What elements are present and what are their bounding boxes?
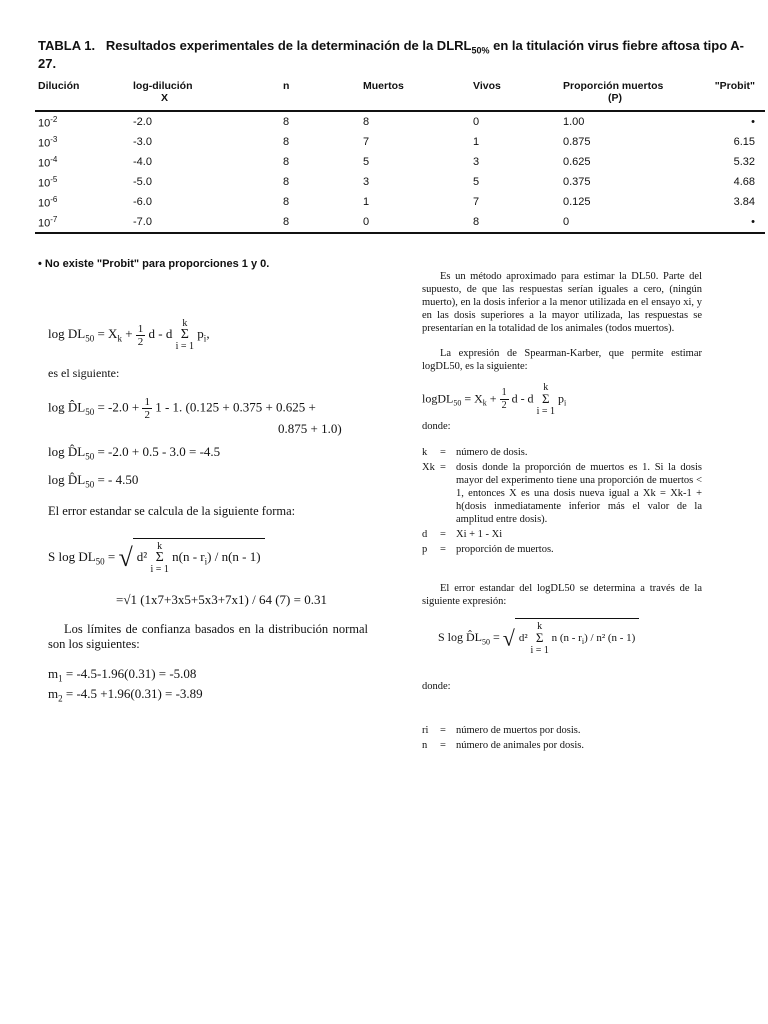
se-intro-right: El error estandar del logDL50 se determina a través de la siguiente expresión: — [422, 583, 702, 607]
proportion-cell: 0.125 — [563, 196, 591, 208]
definition-item: n = número de animales por dosis. — [422, 740, 585, 751]
title-text: Resultados experimentales de la determinación de la DLRL — [105, 38, 472, 53]
n-cell: 8 — [283, 176, 290, 188]
col-probit: "Probit" — [698, 78, 765, 111]
definition-item: Xk = dosis donde la proporción de muertos es 1. Si la dosis mayor del experimento tiene una proporción de muertos < 1, entonces X es una dosis nueva igual a Xk = Xk-1 + h(dosis inmediatamente inferior más el valor de la amplitud entre dosis). — [422, 462, 702, 525]
table-row — [35, 132, 765, 152]
title-subscript: 50% — [471, 45, 490, 56]
definitions-list-2 — [422, 724, 702, 754]
muertos-cell: 8 — [363, 116, 370, 128]
table-footnote: • No existe "Probit" para proporciones 1 y 0. — [38, 258, 270, 270]
definition-item: k = número de dosis. — [422, 447, 528, 458]
table-row — [35, 192, 765, 212]
n-cell: 8 — [283, 212, 363, 233]
proportion-cell: 0.875 — [563, 136, 591, 148]
intro-text: es el siguiente: — [48, 366, 120, 380]
results-table — [35, 78, 765, 234]
proportion-cell: 0 — [563, 212, 698, 233]
col-proporcion: Proporción muertos (P) — [563, 78, 698, 111]
probit-cell: 6.15 — [733, 136, 755, 148]
vivos-cell: 7 — [473, 196, 480, 208]
se-value: =√1 (1x7+3x5+5x3+7x1) / 64 (7) = 0.31 — [116, 592, 327, 607]
proportion-cell: 0.625 — [563, 156, 591, 168]
n-cell: 8 — [283, 156, 290, 168]
donde-label-1: donde: — [422, 421, 451, 432]
vivos-cell: 5 — [473, 176, 480, 188]
vivos-cell: 8 — [473, 212, 563, 233]
donde-label-2: donde: — [422, 681, 451, 692]
vivos-cell: 3 — [473, 156, 480, 168]
n-cell: 8 — [283, 196, 290, 208]
vivos-cell: 1 — [473, 136, 480, 148]
table-row — [35, 111, 765, 132]
table-row — [35, 172, 765, 192]
definition-item: d = Xi + 1 - Xi — [422, 529, 503, 540]
vivos-cell: 0 — [473, 116, 480, 128]
log-dilution-cell: -2.0 — [133, 116, 152, 128]
log-dilution-cell: -7.0 — [133, 212, 283, 233]
table-number: TABLA 1. — [38, 38, 96, 53]
definitions-list — [422, 446, 702, 558]
muertos-cell: 7 — [363, 136, 370, 148]
col-log-dilucion: log-dilución X — [133, 78, 283, 111]
log-dilution-cell: -4.0 — [133, 156, 152, 168]
n-cell: 8 — [283, 116, 290, 128]
dilution-cell: $10^{-3}$ — [38, 134, 58, 150]
limit-m2: $m_2 = -4.5 +1.96(0.31) = -3.89$ — [48, 686, 203, 704]
n-cell: 8 — [283, 136, 290, 148]
col-vivos: Vivos — [473, 78, 563, 111]
dilution-cell: $10^{-5}$ — [38, 174, 58, 190]
log-dilution-cell: -3.0 — [133, 136, 152, 148]
table-row — [35, 212, 765, 233]
limit-m1: $m_1 = -4.5-1.96(0.31) = -5.08$ — [48, 666, 197, 684]
se-formula-left: S $\log DL_{50}$ = √ d² k Σ i = 1 $n(n - r_i) / n(n - 1)$ — [48, 538, 265, 575]
muertos-cell: 0 — [363, 212, 473, 233]
dilution-cell: $10^{-7}$ — [35, 212, 133, 233]
probit-cell: • — [751, 116, 755, 128]
spearman-karber-intro: La expresión de Spearman-Karber, que permite estimar logDL50, es la siguiente: — [422, 348, 702, 372]
muertos-cell: 3 — [363, 176, 370, 188]
probit-cell: 3.84 — [733, 196, 755, 208]
calc-step-3: $\log D̂L_{50}$ = - 4.50 — [48, 472, 139, 490]
calc-step-2: $\log D̂L_{50} = -2.0 + 0.5 - 3.0 = -4.5$ — [48, 444, 221, 462]
probit-cell: 5.32 — [733, 156, 755, 168]
proportion-cell: 1.00 — [563, 116, 585, 128]
table-header-row — [35, 78, 765, 111]
definition-item: p = proporción de muertos. — [422, 544, 554, 555]
col-muertos: Muertos — [363, 78, 473, 111]
table-row — [35, 152, 765, 172]
probit-cell: 4.68 — [733, 176, 755, 188]
formula-spearman-karber: logDL$_{50}$ = $X_k$ + $\frac{1}{2}$ d - d k Σ i = 1 $p_i$ — [422, 382, 567, 417]
dilution-cell: $10^{-2}$ — [38, 114, 58, 130]
definition-item: ri = número de muertos por dosis. — [422, 725, 581, 736]
log-dilution-cell: -6.0 — [133, 196, 152, 208]
col-n: n — [283, 78, 363, 111]
method-paragraph: Es un método aproximado para estimar la DL50. Parte del supuesto, de que las respuestas serían iguales a cero, (ningún muerto), en la dosis inferior a la menor utilizada en el ensayo xi, y en las dosis superiores a la mayor utilizada, las respuestas se presentarían en la totalidad de los animales (todos muertos). — [422, 271, 702, 334]
limits-text: Los límites de confianza basados en la distribución normal son los siguientes: — [48, 622, 368, 651]
se-formula-right: S $\log D̂L_{50}$ = √ d² k Σ i = 1 n $(n - r_i) / n^2$ (n - 1) — [438, 618, 639, 656]
formula-log-dl50: $\log DL_{50} = X_k$ + $\frac{1}{2}$ d - d k Σ i = 1 $p_i$, — [48, 318, 210, 352]
col-dilucion: Dilución — [35, 78, 133, 111]
table-title — [38, 38, 758, 71]
muertos-cell: 1 — [363, 196, 370, 208]
dilution-cell: $10^{-6}$ — [38, 194, 58, 210]
dilution-cell: $10^{-4}$ — [38, 154, 58, 170]
proportion-cell: 0.375 — [563, 176, 591, 188]
title-text-end: en la titulación virus fiebre aftosa tipo A-27. — [38, 38, 745, 71]
probit-cell: • — [698, 212, 765, 233]
error-intro: El error estandar se calcula de la siguiente forma: — [48, 504, 296, 518]
log-dilution-cell: -5.0 — [133, 176, 152, 188]
calc-step-1: $\log D̂L_{50} = -2.0$ + $\frac{1}{2} 1 - 1$. (0.125 + 0.375 + 0.625 + 0.875 + 1.0) — [48, 396, 342, 436]
muertos-cell: 5 — [363, 156, 370, 168]
